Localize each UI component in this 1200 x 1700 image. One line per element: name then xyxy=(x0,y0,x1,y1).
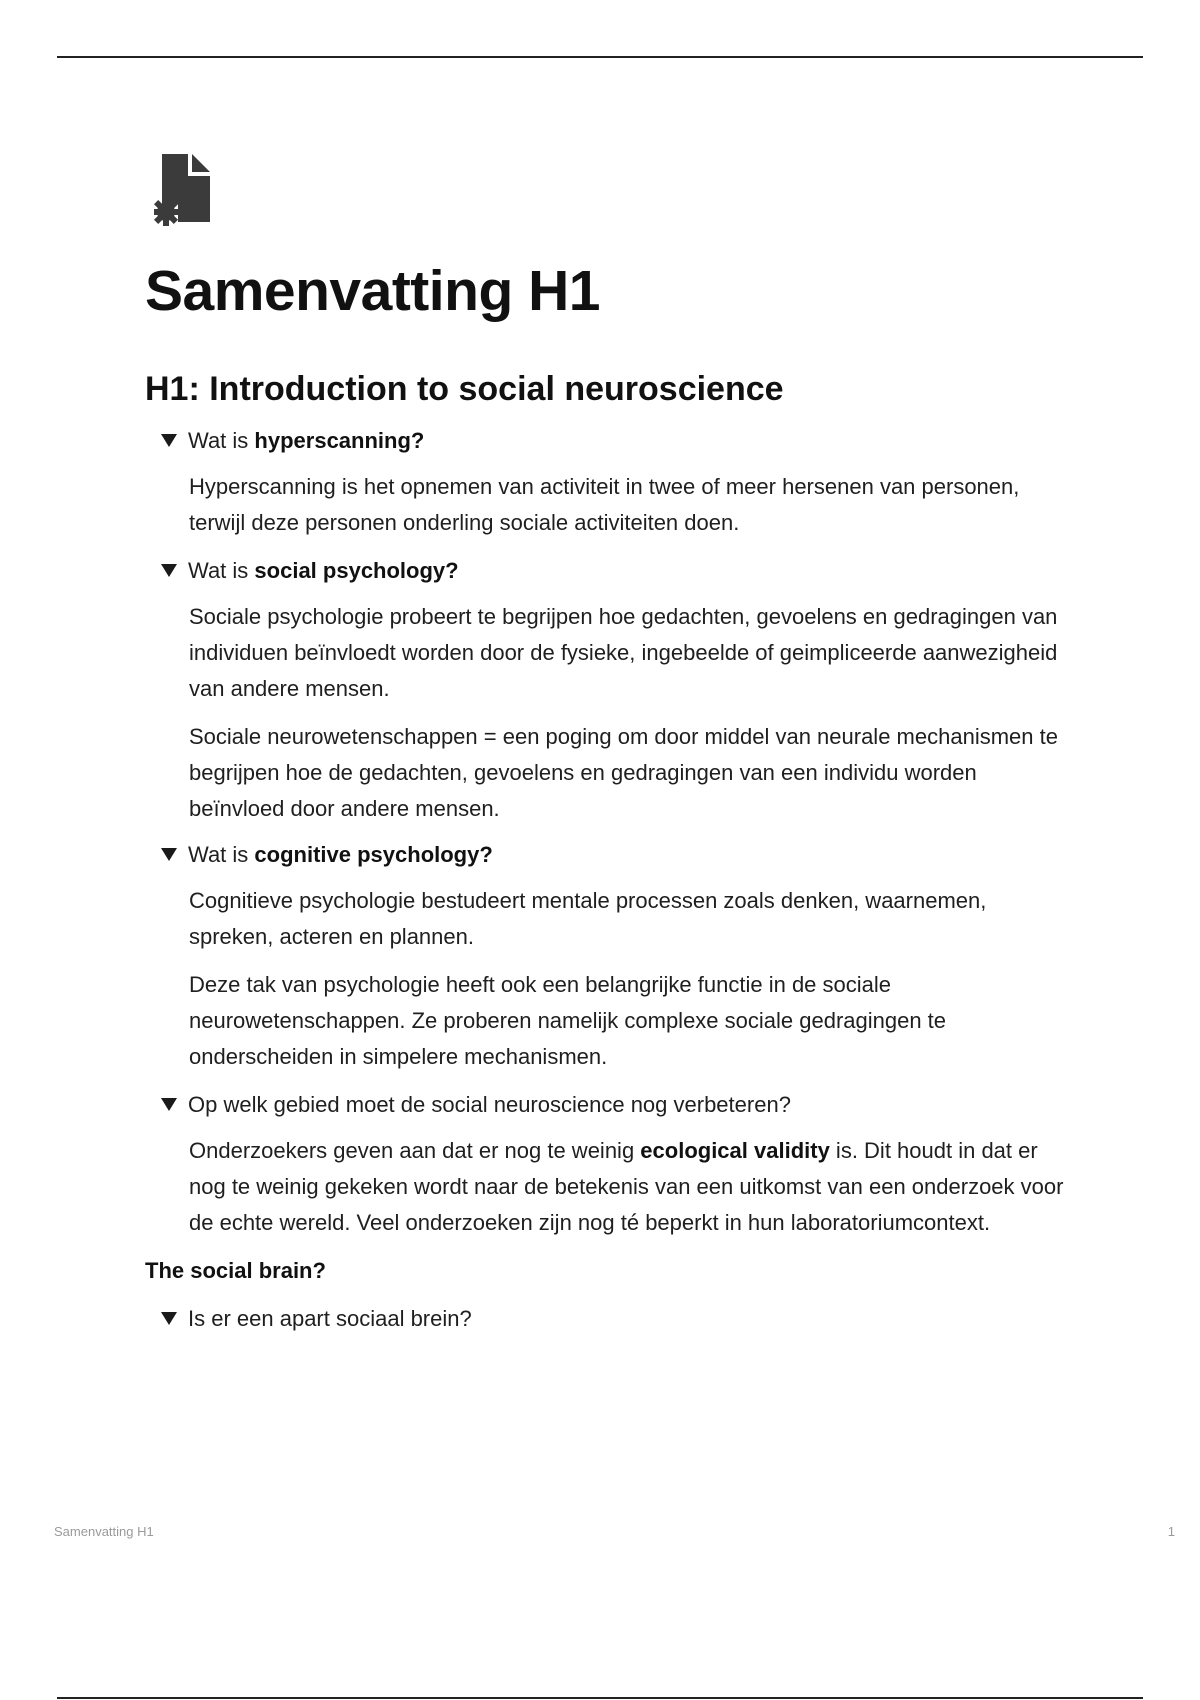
sub-heading-social-brain: The social brain? xyxy=(145,1258,326,1283)
toggle-label-bold: cognitive psychology? xyxy=(254,842,493,867)
bottom-rule xyxy=(57,1697,1143,1699)
toggle-label-bold: hyperscanning? xyxy=(254,428,425,453)
footer-document-name: Samenvatting H1 xyxy=(54,1524,154,1539)
toggle-header[interactable] xyxy=(161,555,1075,587)
paragraph xyxy=(189,1133,1075,1241)
toggle-label-prefix: Wat is xyxy=(188,558,255,583)
footer-page-number: 1 xyxy=(1167,1524,1175,1539)
toggle-label-prefix: Wat is xyxy=(188,428,255,453)
toggle-social-brain xyxy=(161,1303,1075,1335)
toggle-social-psychology xyxy=(161,555,1075,827)
toggle-header[interactable] xyxy=(161,1303,1075,1335)
document-gear-icon xyxy=(154,154,220,228)
toggle-body xyxy=(161,599,1075,827)
toggle-triangle-icon[interactable] xyxy=(161,434,177,447)
document-content xyxy=(145,255,1075,1335)
toggle-header[interactable] xyxy=(161,839,1075,871)
toggle-triangle-icon[interactable] xyxy=(161,1098,177,1111)
paragraph: Sociale neurowetenschappen = een poging om door middel van neurale mechanismen te begrijpen hoe de gedachten, gevoelens en gedragingen van een individu worden beïnvloed door andere mensen. xyxy=(189,724,1058,821)
toggle-triangle-icon[interactable] xyxy=(161,564,177,577)
paragraph: Hyperscanning is het opnemen van activiteit in twee of meer hersenen van personen, terwijl deze personen onderling sociale activiteiten doen. xyxy=(189,474,1020,535)
toggle-triangle-icon[interactable] xyxy=(161,848,177,861)
toggle-label-prefix: Wat is xyxy=(188,842,255,867)
paragraph-text-after: is. Dit houdt in dat er nog te weinig gekeken wordt naar de betekenis van een uitkomst van een onderzoek voor de echte wereld. Veel onderzoeken zijn nog té beperkt in hun laboratoriumcontext. xyxy=(189,1138,1064,1235)
page-title: Samenvatting H1 xyxy=(145,259,600,323)
section-heading: H1: Introduction to social neuroscience xyxy=(145,370,784,408)
toggle-label: Is er een apart sociaal brein? xyxy=(188,1306,472,1331)
toggle-header[interactable] xyxy=(161,1089,1075,1121)
toggle-body xyxy=(161,469,1075,541)
toggle-hyperscanning xyxy=(161,425,1075,541)
paragraph-bold-term: ecological validity xyxy=(640,1138,830,1163)
paragraph: Deze tak van psychologie heeft ook een belangrijke functie in de sociale neurowetenschappen. Ze proberen namelijk complexe sociale gedragingen te onderscheiden in simpelere mechanismen. xyxy=(189,972,947,1069)
paragraph-text-before: Onderzoekers geven aan dat er nog te weinig xyxy=(189,1138,641,1163)
paragraph: Cognitieve psychologie bestudeert mentale processen zoals denken, waarnemen, spreken, acteren en plannen. xyxy=(189,888,987,949)
paragraph: Sociale psychologie probeert te begrijpen hoe gedachten, gevoelens en gedragingen van individuen beïnvloedt worden door de fysieke, ingebeelde of geimpliceerde aanwezigheid van andere mensen. xyxy=(189,604,1058,701)
top-rule xyxy=(57,56,1143,58)
toggle-label-bold: social psychology? xyxy=(254,558,459,583)
toggle-triangle-icon[interactable] xyxy=(161,1312,177,1325)
toggle-cognitive-psychology xyxy=(161,839,1075,1075)
toggle-header[interactable] xyxy=(161,425,1075,457)
toggle-body xyxy=(161,883,1075,1075)
toggle-label: Op welk gebied moet de social neuroscience nog verbeteren? xyxy=(188,1092,791,1117)
toggle-improvement-area xyxy=(161,1089,1075,1241)
toggle-body xyxy=(161,1133,1075,1241)
